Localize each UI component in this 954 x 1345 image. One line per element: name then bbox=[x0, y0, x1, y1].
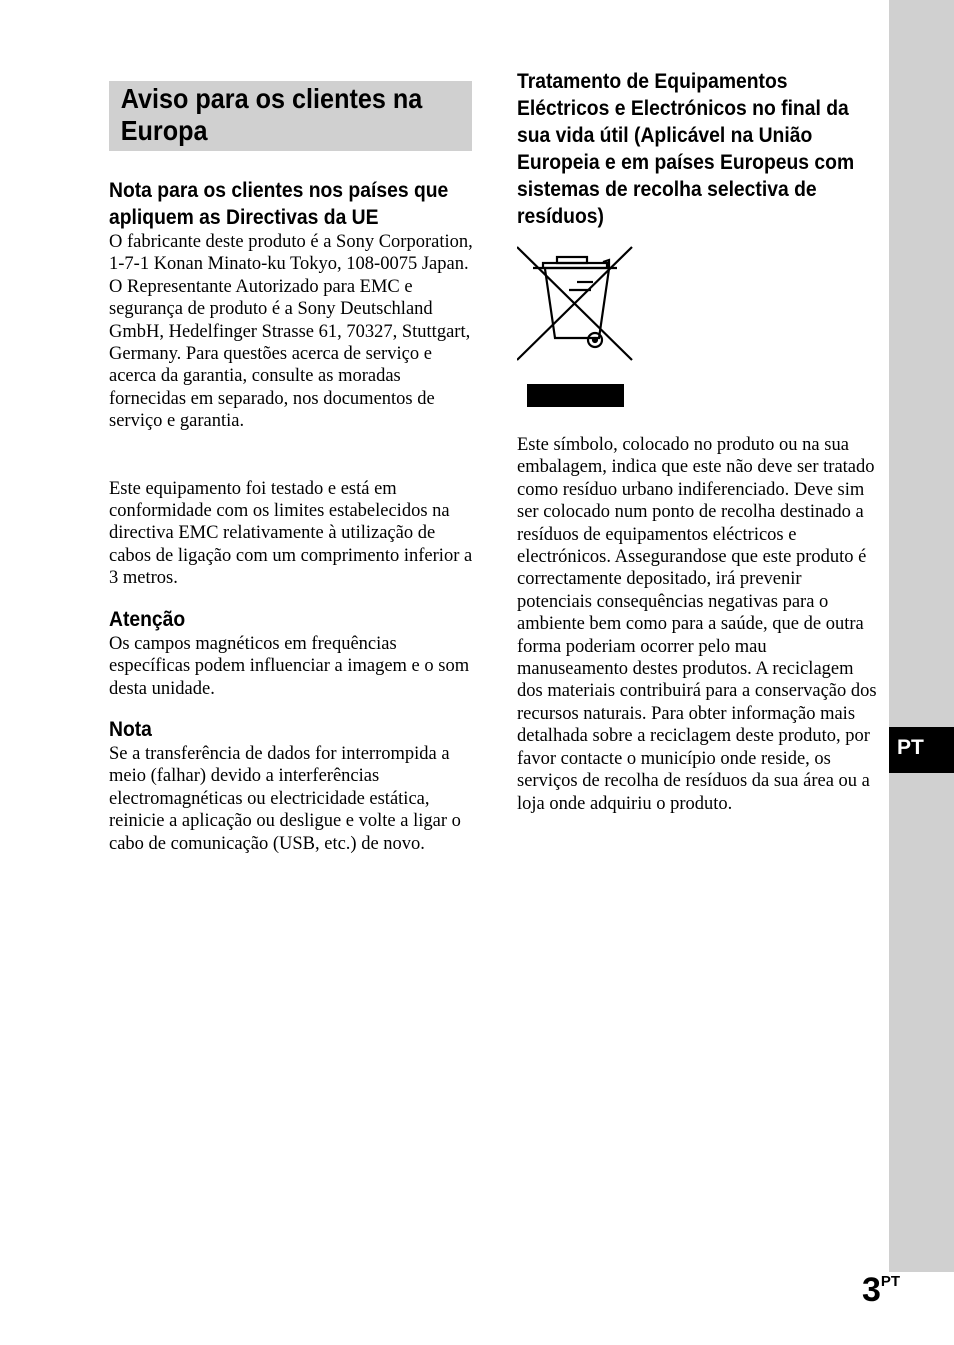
language-tab: PT bbox=[889, 727, 954, 773]
heading-atencao: Atenção bbox=[109, 607, 186, 631]
page-number-suffix: PT bbox=[880, 1273, 901, 1290]
nota-paragraph: Se a transferência de dados for interrompida a meio (falhar) devido a interferências electromagnéticas ou electricidade estática, reinicie a aplicação ou desligue e volte a ligar o cabo de comunicação (USB, etc.) de novo. bbox=[109, 743, 461, 854]
atencao-paragraph: Os campos magnéticos em frequências específicas podem influenciar a imagem e o som desta unidade. bbox=[109, 633, 470, 699]
bin-underbar bbox=[527, 384, 624, 407]
weee-paragraph: Este símbolo, colocado no produto ou na sua embalagem, indica que este não deve ser tratado como resíduo urbano indiferenciado. Deve sim ser colocado num ponto de recolha destinado a resíduos de equipamentos eléctricos e electrónicos. Assegurandose que este produto é correctamente depositado, irá prevenir potenciais consequências negativas para o ambiente bem como para a saúde, que de outra forma poderiam ocorrer pelo mau manuseamento destes produtos. A reciclagem dos materiais contribuirá para a conservação dos recursos naturais. Para obter informação mais detalhada sobre a reciclagem deste produto, por favor contacte o município onde reside, os serviços de recolha de resíduos da sua área ou a loja onde adquiriu o produto. bbox=[517, 435, 877, 814]
section-title-box bbox=[109, 81, 472, 151]
emc-paragraph: Este equipamento foi testado e está em conformidade com os limites estabelecidos na directiva EMC relativamente à utilização de cabos de ligação com um comprimento inferior a 3 metros. bbox=[109, 478, 473, 589]
heading-weee: Tratamento de Equipamentos Eléctricos e Electrónicos no final da sua vida útil (Aplicável na União Europeia e em países Europeus com sistemas de recolha selectiva de resíduos) bbox=[517, 70, 855, 228]
section-title: Aviso para os clientes na Europa bbox=[109, 81, 472, 151]
page-number-digit: 3 bbox=[862, 1271, 881, 1309]
heading-ue-directives: Nota para os clientes nos países que apliquem as Directivas da UE bbox=[109, 179, 449, 229]
side-margin-band bbox=[889, 0, 954, 1272]
page-number bbox=[862, 1270, 900, 1310]
crossed-out-wheelie-bin-icon bbox=[517, 242, 637, 412]
heading-nota: Nota bbox=[109, 717, 152, 741]
manufacturer-paragraph: O fabricante deste produto é a Sony Corporation, 1-7-1 Konan Minato-ku Tokyo, 108-0075 Japan. O Representante Autorizado para EMC e segurança de produto é a Sony Deutschland GmbH, Hedelfinger Strasse 61, 70327, Stuttgart, Germany. Para questões acerca de serviço e acerca da garantia, consulte as moradas fornecidas em separado, nos documentos de serviço e garantia. bbox=[109, 232, 473, 432]
left-column bbox=[109, 81, 473, 855]
right-column bbox=[517, 68, 879, 815]
